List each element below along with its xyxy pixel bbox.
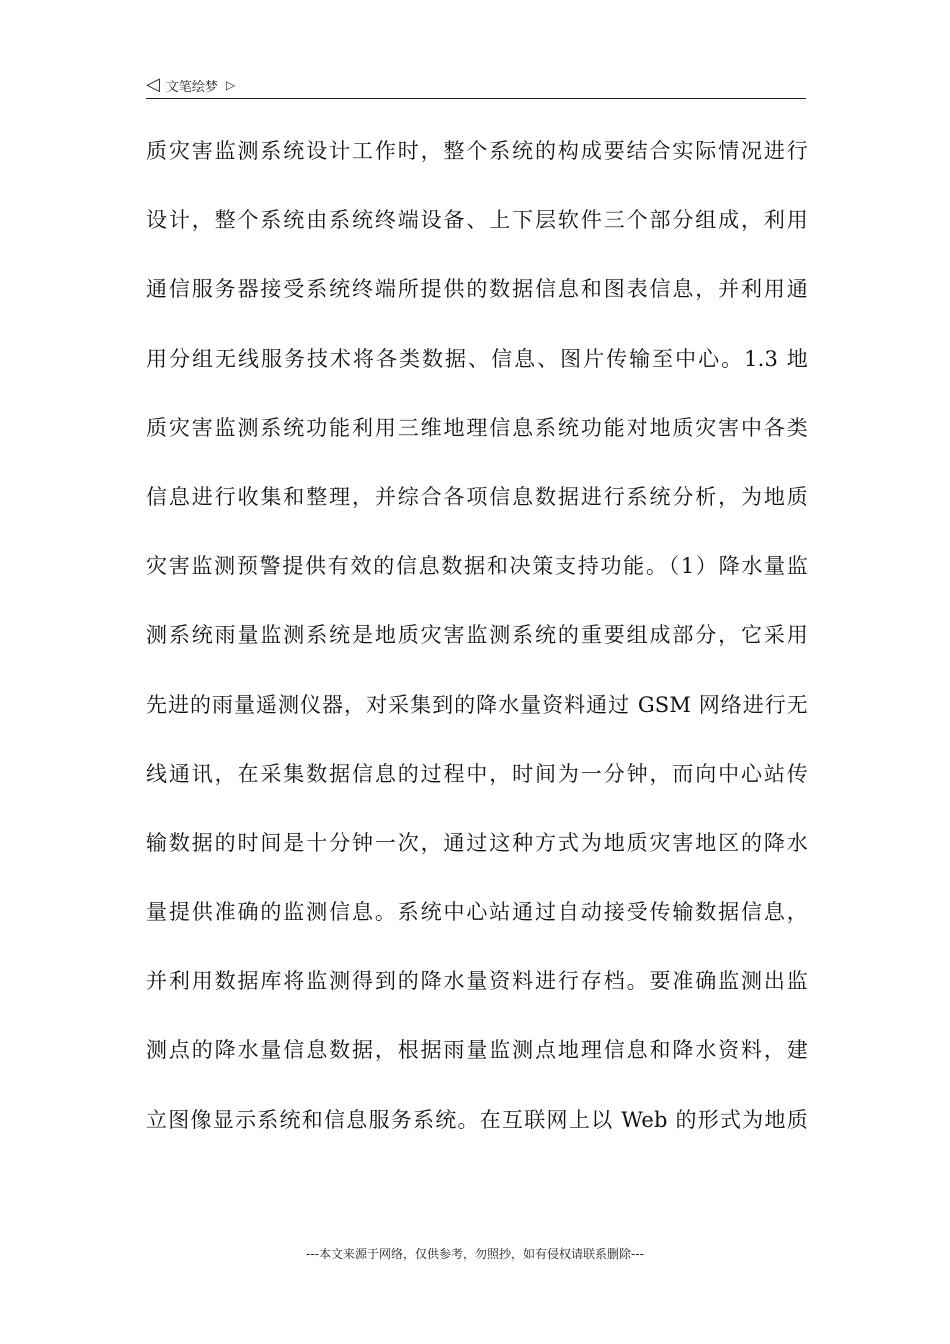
text-line: 先进的雨量遥测仪器，对采集到的降水量资料通过 GSM 网络进行无 bbox=[146, 692, 808, 717]
left-triangle-icon: ◁ bbox=[146, 74, 160, 95]
text-line: 并利用数据库将监测得到的降水量资料进行存档。要准确监测出监 bbox=[146, 969, 808, 994]
text-line: 通信服务器接受系统终端所提供的数据信息和图表信息，并利用通 bbox=[146, 277, 808, 302]
text-line: 信息进行收集和整理，并综合各项信息数据进行系统分析，为地质 bbox=[146, 484, 808, 509]
right-triangle-icon: ▷ bbox=[225, 78, 236, 92]
header-divider bbox=[146, 98, 806, 99]
text-line: 设计，整个系统由系统终端设备、上下层软件三个部分组成，利用 bbox=[146, 208, 808, 233]
page-footer: ---本文来源于网络，仅供参考，勿照抄，如有侵权请联系删除--- bbox=[306, 1247, 644, 1261]
page-header bbox=[146, 74, 235, 96]
text-line: 质灾害监测系统功能利用三维地理信息系统功能对地质灾害中各类 bbox=[146, 415, 808, 440]
text-line: 线通讯，在采集数据信息的过程中，时间为一分钟，而向中心站传 bbox=[146, 761, 808, 786]
text-line: 测点的降水量信息数据，根据雨量监测点地理信息和降水资料，建 bbox=[146, 1038, 808, 1063]
header-title: 文笔绘梦 bbox=[165, 79, 218, 95]
text-line: 测系统雨量监测系统是地质灾害监测系统的重要组成部分，它采用 bbox=[146, 623, 808, 648]
document-body bbox=[146, 122, 808, 1160]
text-line: 灾害监测预警提供有效的信息数据和决策支持功能。（1）降水量监 bbox=[146, 554, 808, 579]
text-line: 输数据的时间是十分钟一次，通过这种方式为地质灾害地区的降水 bbox=[146, 830, 808, 855]
text-line: 质灾害监测系统设计工作时，整个系统的构成要结合实际情况进行 bbox=[146, 139, 808, 163]
text-line: 立图像显示系统和信息服务系统。在互联网上以 Web 的形式为地质 bbox=[146, 1107, 808, 1132]
text-line: 用分组无线服务技术将各类数据、信息、图片传输至中心。1.3 地 bbox=[146, 346, 808, 371]
text-line: 量提供准确的监测信息。系统中心站通过自动接受传输数据信息， bbox=[146, 900, 808, 925]
